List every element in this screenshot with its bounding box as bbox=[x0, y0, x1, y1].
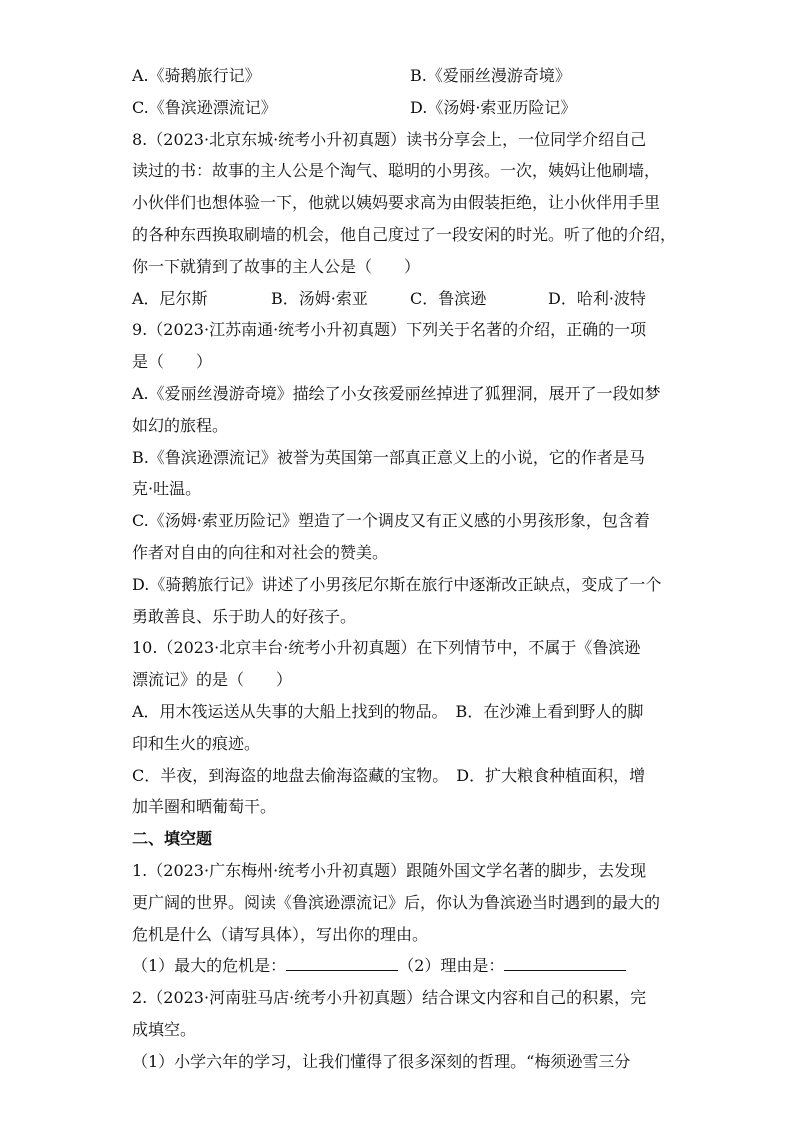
q10-line: A．用木筏运送从失事的大船上找到的物品。 B．在沙滩上看到野人的脚 bbox=[132, 701, 644, 721]
document-page bbox=[132, 60, 677, 1078]
q8-line: 你一下就猜到了故事的主人公是（ ） bbox=[132, 256, 421, 276]
fill1-line: 1.（2023·广东梅州·统考小升初真题）跟随外国文学名著的脚步，去发现 bbox=[132, 860, 647, 880]
q9-line: 是（ ） bbox=[132, 352, 213, 372]
q10-line: 漂流记》的是（ ） bbox=[132, 670, 293, 690]
fill1-line: 危机是什么（请写具体），写出你的理由。 bbox=[132, 924, 429, 944]
q8-option-b: B．汤姆·索亚 bbox=[271, 288, 368, 308]
section-title: 二、填空题 bbox=[132, 829, 213, 849]
q10-line: 加羊圈和晒葡萄干。 bbox=[132, 797, 277, 817]
q9-line: 作者对自由的向往和对社会的赞美。 bbox=[132, 542, 389, 562]
fill1-blanks-row bbox=[132, 950, 662, 982]
q8-option-c: C．鲁滨逊 bbox=[410, 288, 487, 308]
answer-blank-2[interactable] bbox=[504, 952, 626, 971]
q9-line: B.《鲁滨逊漂流记》被誉为英国第一部真正意义上的小说，它的作者是马 bbox=[132, 447, 645, 467]
fill-question-2 bbox=[132, 982, 662, 1077]
fill-question-1 bbox=[132, 855, 662, 982]
q7-option-c: C.《鲁滨逊漂流记》 bbox=[132, 97, 277, 117]
question-8 bbox=[132, 124, 677, 315]
q9-line: 勇敢善良、乐于助人的好孩子。 bbox=[132, 606, 357, 626]
answer-blank-1[interactable] bbox=[286, 952, 398, 971]
q9-line: 9.（2023·江苏南通·统考小升初真题）下列关于名著的介绍，正确的一项 bbox=[132, 320, 647, 340]
q9-line: 克·吐温。 bbox=[132, 479, 202, 499]
q9-line: C.《汤姆·索亚历险记》塑造了一个调皮又有正义感的小男孩形象，包含着 bbox=[132, 511, 650, 531]
q8-line: 小伙伴们也想体验一下，他就以姨妈要求高为由假装拒绝，让小伙伴用手里 bbox=[132, 193, 661, 213]
q10-line: 10.（2023·北京丰台·统考小升初真题）在下列情节中，不属于《鲁滨逊 bbox=[132, 638, 641, 658]
q8-option-a: A．尼尔斯 bbox=[132, 288, 208, 308]
q7-options-row-1 bbox=[132, 60, 662, 92]
question-10 bbox=[132, 632, 662, 823]
q7-options-row-2 bbox=[132, 92, 662, 124]
q7-option-a: A.《骑鹅旅行记》 bbox=[132, 66, 261, 85]
blank1-label: （1）最大的危机是： bbox=[132, 956, 287, 976]
blank2-label: （2）理由是： bbox=[398, 956, 505, 976]
q8-line: 的各种东西换取刷墙的机会，他自己度过了一段安闲的时光。听了他的介绍， bbox=[132, 224, 677, 244]
question-9 bbox=[132, 314, 662, 632]
q10-line: C．半夜，到海盗的地盘去偷海盗藏的宝物。 D．扩大粮食种植面积，增 bbox=[132, 765, 646, 785]
q7-option-d: D.《汤姆·索亚历险记》 bbox=[410, 97, 577, 117]
q7-option-b: B.《爱丽丝漫游奇境》 bbox=[410, 66, 571, 85]
fill1-line: 更广阔的世界。阅读《鲁滨逊漂流记》后，你认为鲁滨逊当时遇到的最大的 bbox=[132, 892, 661, 912]
q10-line: 印和生火的痕迹。 bbox=[132, 733, 261, 753]
q8-line: 8.（2023·北京东城·统考小升初真题）读书分享会上，一位同学介绍自己 bbox=[132, 129, 647, 149]
fill2-line: 成填空。 bbox=[132, 1019, 197, 1039]
fill2-line: 2.（2023·河南驻马店·统考小升初真题）结合课文内容和自己的积累，完 bbox=[132, 988, 647, 1008]
q8-option-d: D．哈利·波特 bbox=[548, 288, 646, 308]
q8-line: 读过的书：故事的主人公是个淘气、聪明的小男孩。一次，姨妈让他刷墙， bbox=[132, 161, 661, 181]
q8-options-row bbox=[132, 283, 662, 315]
q9-line: A.《爱丽丝漫游奇境》描绘了小女孩爱丽丝掉进了狐狸洞，展开了一段如梦 bbox=[132, 383, 661, 403]
q9-line: D.《骑鹅旅行记》讲述了小男孩尼尔斯在旅行中逐渐改正缺点，变成了一个 bbox=[132, 574, 662, 594]
q9-line: 如幻的旅程。 bbox=[132, 415, 229, 435]
fill2-line: （1）小学六年的学习，让我们懂得了很多深刻的哲理。“梅须逊雪三分 bbox=[132, 1051, 631, 1071]
